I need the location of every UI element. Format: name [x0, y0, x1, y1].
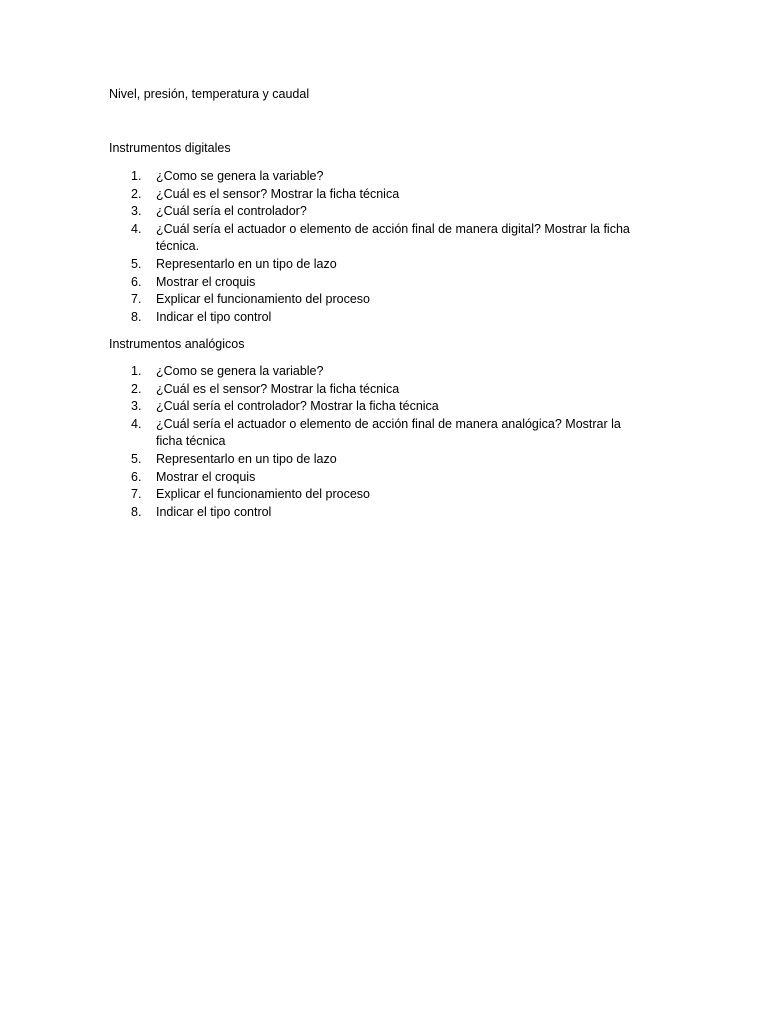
list-item-text: Explicar el funcionamiento del proceso	[156, 487, 371, 502]
list-item	[0, 186, 650, 204]
section-heading-analog: Instrumentos analógicos	[109, 337, 245, 351]
list-item-number: 8.	[131, 504, 142, 519]
list-item	[0, 291, 650, 309]
list-item-number: 5.	[131, 451, 142, 466]
list-item	[0, 274, 650, 292]
list-item	[0, 221, 650, 256]
list-item-text: Mostrar el croquis	[156, 274, 256, 289]
list-item-text: Representarlo en un tipo de lazo	[156, 256, 337, 271]
list-item	[0, 398, 650, 416]
list-item-number: 3.	[131, 399, 142, 414]
list-item-number: 1.	[131, 364, 142, 378]
list-item	[0, 486, 650, 504]
list-item-text: ¿Como se genera la variable?	[156, 364, 324, 378]
list-item-number: 8.	[131, 309, 142, 324]
document-title: Nivel, presión, temperatura y caudal	[109, 87, 310, 101]
list-item-text: ¿Cuál es el sensor? Mostrar la ficha técnica	[156, 381, 400, 396]
list-item-text: ¿Cuál sería el actuador o elemento de acción final de manera digital? Mostrar la ficha técnica.	[156, 221, 630, 254]
list-item	[0, 309, 650, 327]
list-item-text: Indicar el tipo control	[156, 309, 272, 324]
list-item-number: 5.	[131, 256, 142, 271]
list-item-text: Indicar el tipo control	[156, 504, 272, 519]
list-item-number: 6.	[131, 274, 142, 289]
list-item-number: 2.	[131, 186, 142, 201]
list-item-number: 4.	[131, 416, 142, 431]
list-item	[0, 256, 650, 274]
list-item	[0, 363, 650, 381]
list-item-text: Representarlo en un tipo de lazo	[156, 451, 337, 466]
list-item	[0, 451, 650, 469]
list-item-text: ¿Cuál es el sensor? Mostrar la ficha técnica	[156, 186, 400, 201]
list-item-text: ¿Cuál sería el controlador? Mostrar la ficha técnica	[156, 399, 439, 414]
list-item-text: Mostrar el croquis	[156, 469, 256, 484]
analog-questions-list	[0, 363, 768, 521]
list-item-number: 6.	[131, 469, 142, 484]
list-item-number: 1.	[131, 169, 142, 183]
section-heading-digital: Instrumentos digitales	[109, 141, 231, 155]
digital-questions-list	[0, 168, 768, 326]
list-item-text: ¿Cuál sería el controlador?	[156, 204, 307, 219]
list-item	[0, 416, 650, 451]
list-item	[0, 168, 650, 186]
list-item-text: ¿Como se genera la variable?	[156, 169, 324, 183]
list-item-number: 4.	[131, 221, 142, 236]
list-item-number: 2.	[131, 381, 142, 396]
list-item-number: 3.	[131, 204, 142, 219]
list-item-text: Explicar el funcionamiento del proceso	[156, 292, 371, 307]
list-item	[0, 504, 650, 522]
list-item	[0, 381, 650, 399]
list-item	[0, 469, 650, 487]
list-item-text: ¿Cuál sería el actuador o elemento de acción final de manera analógica? Mostrar la ficha técnica	[156, 416, 621, 449]
list-item-number: 7.	[131, 487, 142, 502]
list-item-number: 7.	[131, 292, 142, 307]
list-item	[0, 203, 650, 221]
